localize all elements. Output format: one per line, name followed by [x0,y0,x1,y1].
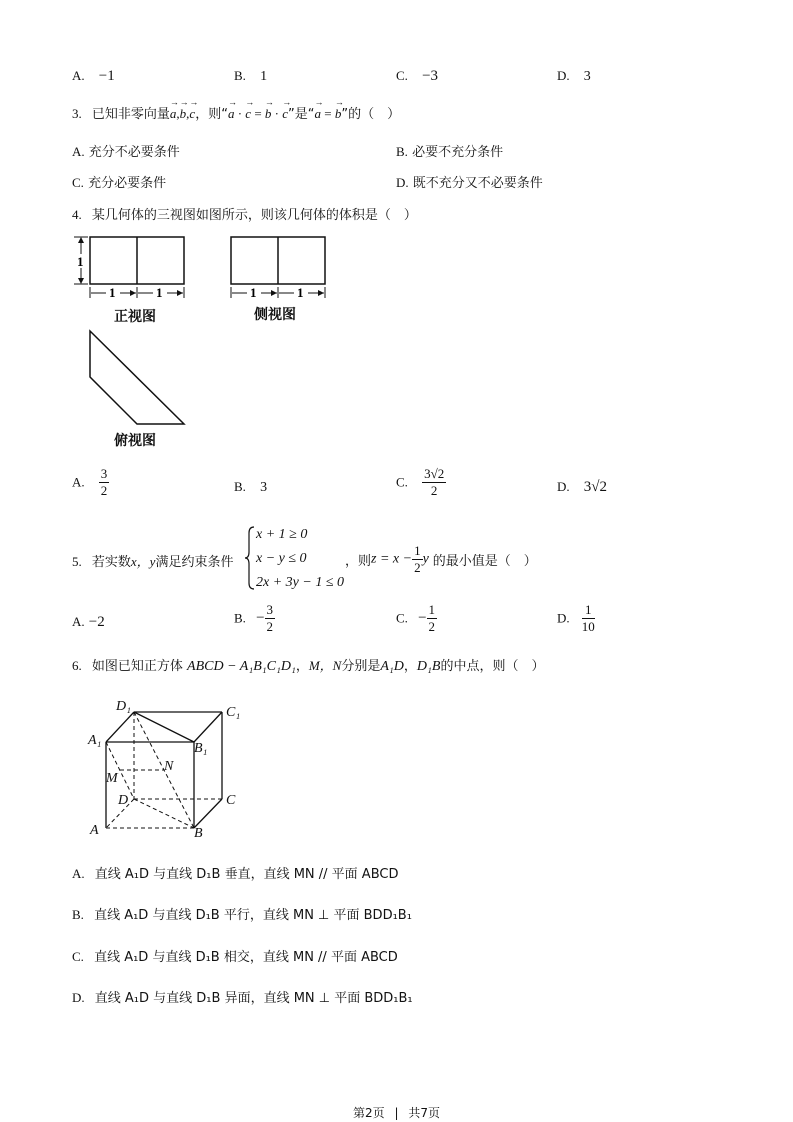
denominator: 2 [428,619,436,634]
objective-right: y [422,551,429,567]
option-label: B. [234,68,246,83]
option-label: C. [396,610,408,626]
side-width-label-right: 1 [297,285,304,300]
option-label: C. [396,474,408,490]
vector-c: → c [189,106,195,122]
option-label: C. [396,68,408,83]
numerator: 1 [414,543,421,558]
option-sign: − [418,610,427,626]
q6-option-d [72,987,413,1006]
top-view-figure [85,328,195,428]
denominator: 2 [266,619,274,634]
front-width-label-left: 1 [109,285,116,300]
fraction [422,466,446,499]
q5-option-b [234,602,275,635]
q3-text: 已知非零向量 [91,107,170,122]
q4-option-c [396,466,446,499]
q3-option-d [396,172,543,191]
q3-text: ，则“ [195,107,228,122]
side-view-label: 侧视图 [254,307,296,323]
vector-c: → c [245,106,251,122]
denominator: 2 [430,483,438,498]
q4-option-d [557,479,607,496]
q5-text: ，则 [345,554,372,569]
q6-stem [72,655,544,675]
option-label: A. [72,866,85,881]
label-d: D [118,793,129,808]
option-value: −3 [422,68,439,84]
numerator: 3 [100,466,108,481]
fraction [99,466,110,499]
option-label: D. [72,990,85,1005]
option-value: 1 [260,69,268,84]
q2-option-b [234,68,267,85]
label-c1: C₁ [226,705,241,720]
vector-b: → b [335,106,342,122]
q6-text: 的中点，则（ ） [440,659,545,674]
q6-text: ， [403,659,417,674]
q5-text: 的最小值是（ ） [432,554,537,569]
q3-option-c [72,172,166,191]
option-text: 充分必要条件 [88,176,167,191]
q3-text: ”是“ [288,107,315,122]
footer-divider: | [394,1106,399,1120]
label-c: C [226,793,236,808]
q2-option-d [557,68,591,85]
option-label: D. [557,479,570,494]
q4-text: 某几何体的三视图如图所示，则该几何体的体积是（ ） [91,208,417,223]
option-label: D. [557,68,570,83]
segment-a1d: A₁D [380,659,404,674]
option-label: D. [557,610,570,626]
option-sign: − [256,610,265,626]
constraint-2: x − y ≤ 0 [256,551,307,566]
option-label: B. [234,479,246,494]
question-number: 5. [72,554,82,569]
front-view-figure [70,232,195,304]
option-label: A. [72,474,85,490]
fraction [427,602,438,635]
option-value: −2 [88,614,105,630]
q3-option-a [72,141,180,160]
option-value: 3 [583,69,591,84]
option-label: B. [72,907,84,922]
question-number: 6. [72,658,82,673]
front-view-label: 正视图 [114,309,156,325]
objective-left: z = x − [371,551,413,567]
label-b1: B₁ [194,741,208,756]
option-text: 必要不充分条件 [412,145,504,160]
q2-option-a [72,68,115,85]
option-label: A. [72,68,85,83]
vector-a: → a [170,106,177,122]
q6-text: ， [295,659,309,674]
top-view-outline [90,331,184,424]
q4-option-a [72,466,109,499]
vector-b: → b [180,106,187,122]
q5-text: 满足约束条件 [155,555,234,570]
q3-option-b [396,141,503,160]
option-text: 直线 A₁D 与直线 D₁B 垂直，直线 MN // 平面 ABCD [94,867,399,882]
side-view-figure [225,232,335,304]
q6-option-b [72,904,412,923]
front-height-label: 1 [77,254,84,269]
q5-option-d [557,602,595,635]
q6-points: M，N [308,658,342,673]
numerator: 3 [266,602,274,617]
vector-a: → a [315,106,322,122]
q5-stem-right [345,543,537,576]
page-total: 共7页 [408,1106,440,1120]
label-b: B [194,826,203,841]
option-value: 3 [260,480,268,495]
q5-option-c [396,602,437,635]
constraint-brace [244,525,256,591]
denominator: 10 [581,619,595,634]
option-text: 直线 A₁D 与直线 D₁B 相交，直线 MN // 平面 ABCD [94,950,398,965]
q2-option-c [396,68,438,85]
label-n: N [164,759,174,774]
option-label: A. [72,614,85,629]
label-d1: D₁ [116,699,131,714]
q3-stem: 3. 已知非零向量→ a,→ b,→ c，则“→ a · → c = → b · → c”是“→ a = → b”的（ ） [72,103,400,122]
segment-d1b: D₁B [416,659,441,674]
q4-stem [72,204,417,223]
q6-text: 分别是 [341,659,381,674]
option-label: C. [72,175,84,190]
q6-option-a [72,863,398,882]
vector-c: → c [282,106,288,122]
option-label: B. [396,144,408,159]
vector-b: → b [265,106,272,122]
label-a1: A₁ [88,733,102,748]
q3-text: ”的（ ） [341,107,401,122]
option-label: C. [72,949,84,964]
question-number: 3. [72,106,82,121]
q5-option-a [72,614,105,631]
top-view-label: 俯视图 [114,433,156,449]
option-value: −1 [98,68,115,84]
option-label: A. [72,144,85,159]
q5-stem-left [72,551,233,570]
fraction [265,602,276,635]
numerator: 1 [428,602,436,617]
option-text: 直线 A₁D 与直线 D₁B 平行，直线 MN ⊥ 平面 BDD₁B₁ [94,908,412,923]
cube-figure [84,694,254,844]
objective-fraction [412,543,423,576]
cube-name: ABCD − A₁B₁C₁D₁ [187,659,296,674]
option-value: 3√2 [583,479,608,495]
fraction [582,602,595,635]
option-text: 直线 A₁D 与直线 D₁B 异面，直线 MN ⊥ 平面 BDD₁B₁ [94,991,413,1006]
numerator: 1 [582,602,595,619]
page-number: 第2页 [353,1106,385,1120]
vector-a: → a [228,106,235,122]
label-a: A [90,823,99,838]
constraint-3: 2x + 3y − 1 ≤ 0 [256,575,345,590]
label-m: M [106,771,118,786]
denominator: 2 [100,483,108,498]
side-width-label-left: 1 [250,285,257,300]
front-width-label-right: 1 [156,285,163,300]
q6-text: 如图已知正方体 [91,659,183,674]
denominator: 2 [414,560,421,575]
numerator: 3√2 [424,466,445,481]
option-text: 既不充分又不必要条件 [412,176,543,191]
constraint-1: x + 1 ≥ 0 [256,527,308,542]
q6-option-c [72,946,398,965]
option-text: 充分不必要条件 [88,145,180,160]
q5-text: 若实数 [91,555,131,570]
question-number: 4. [72,207,82,222]
option-label: B. [234,610,246,626]
q5-vars: x，y [130,554,156,569]
page-footer [0,1104,793,1121]
q4-option-b [234,479,267,496]
option-label: D. [396,175,409,190]
